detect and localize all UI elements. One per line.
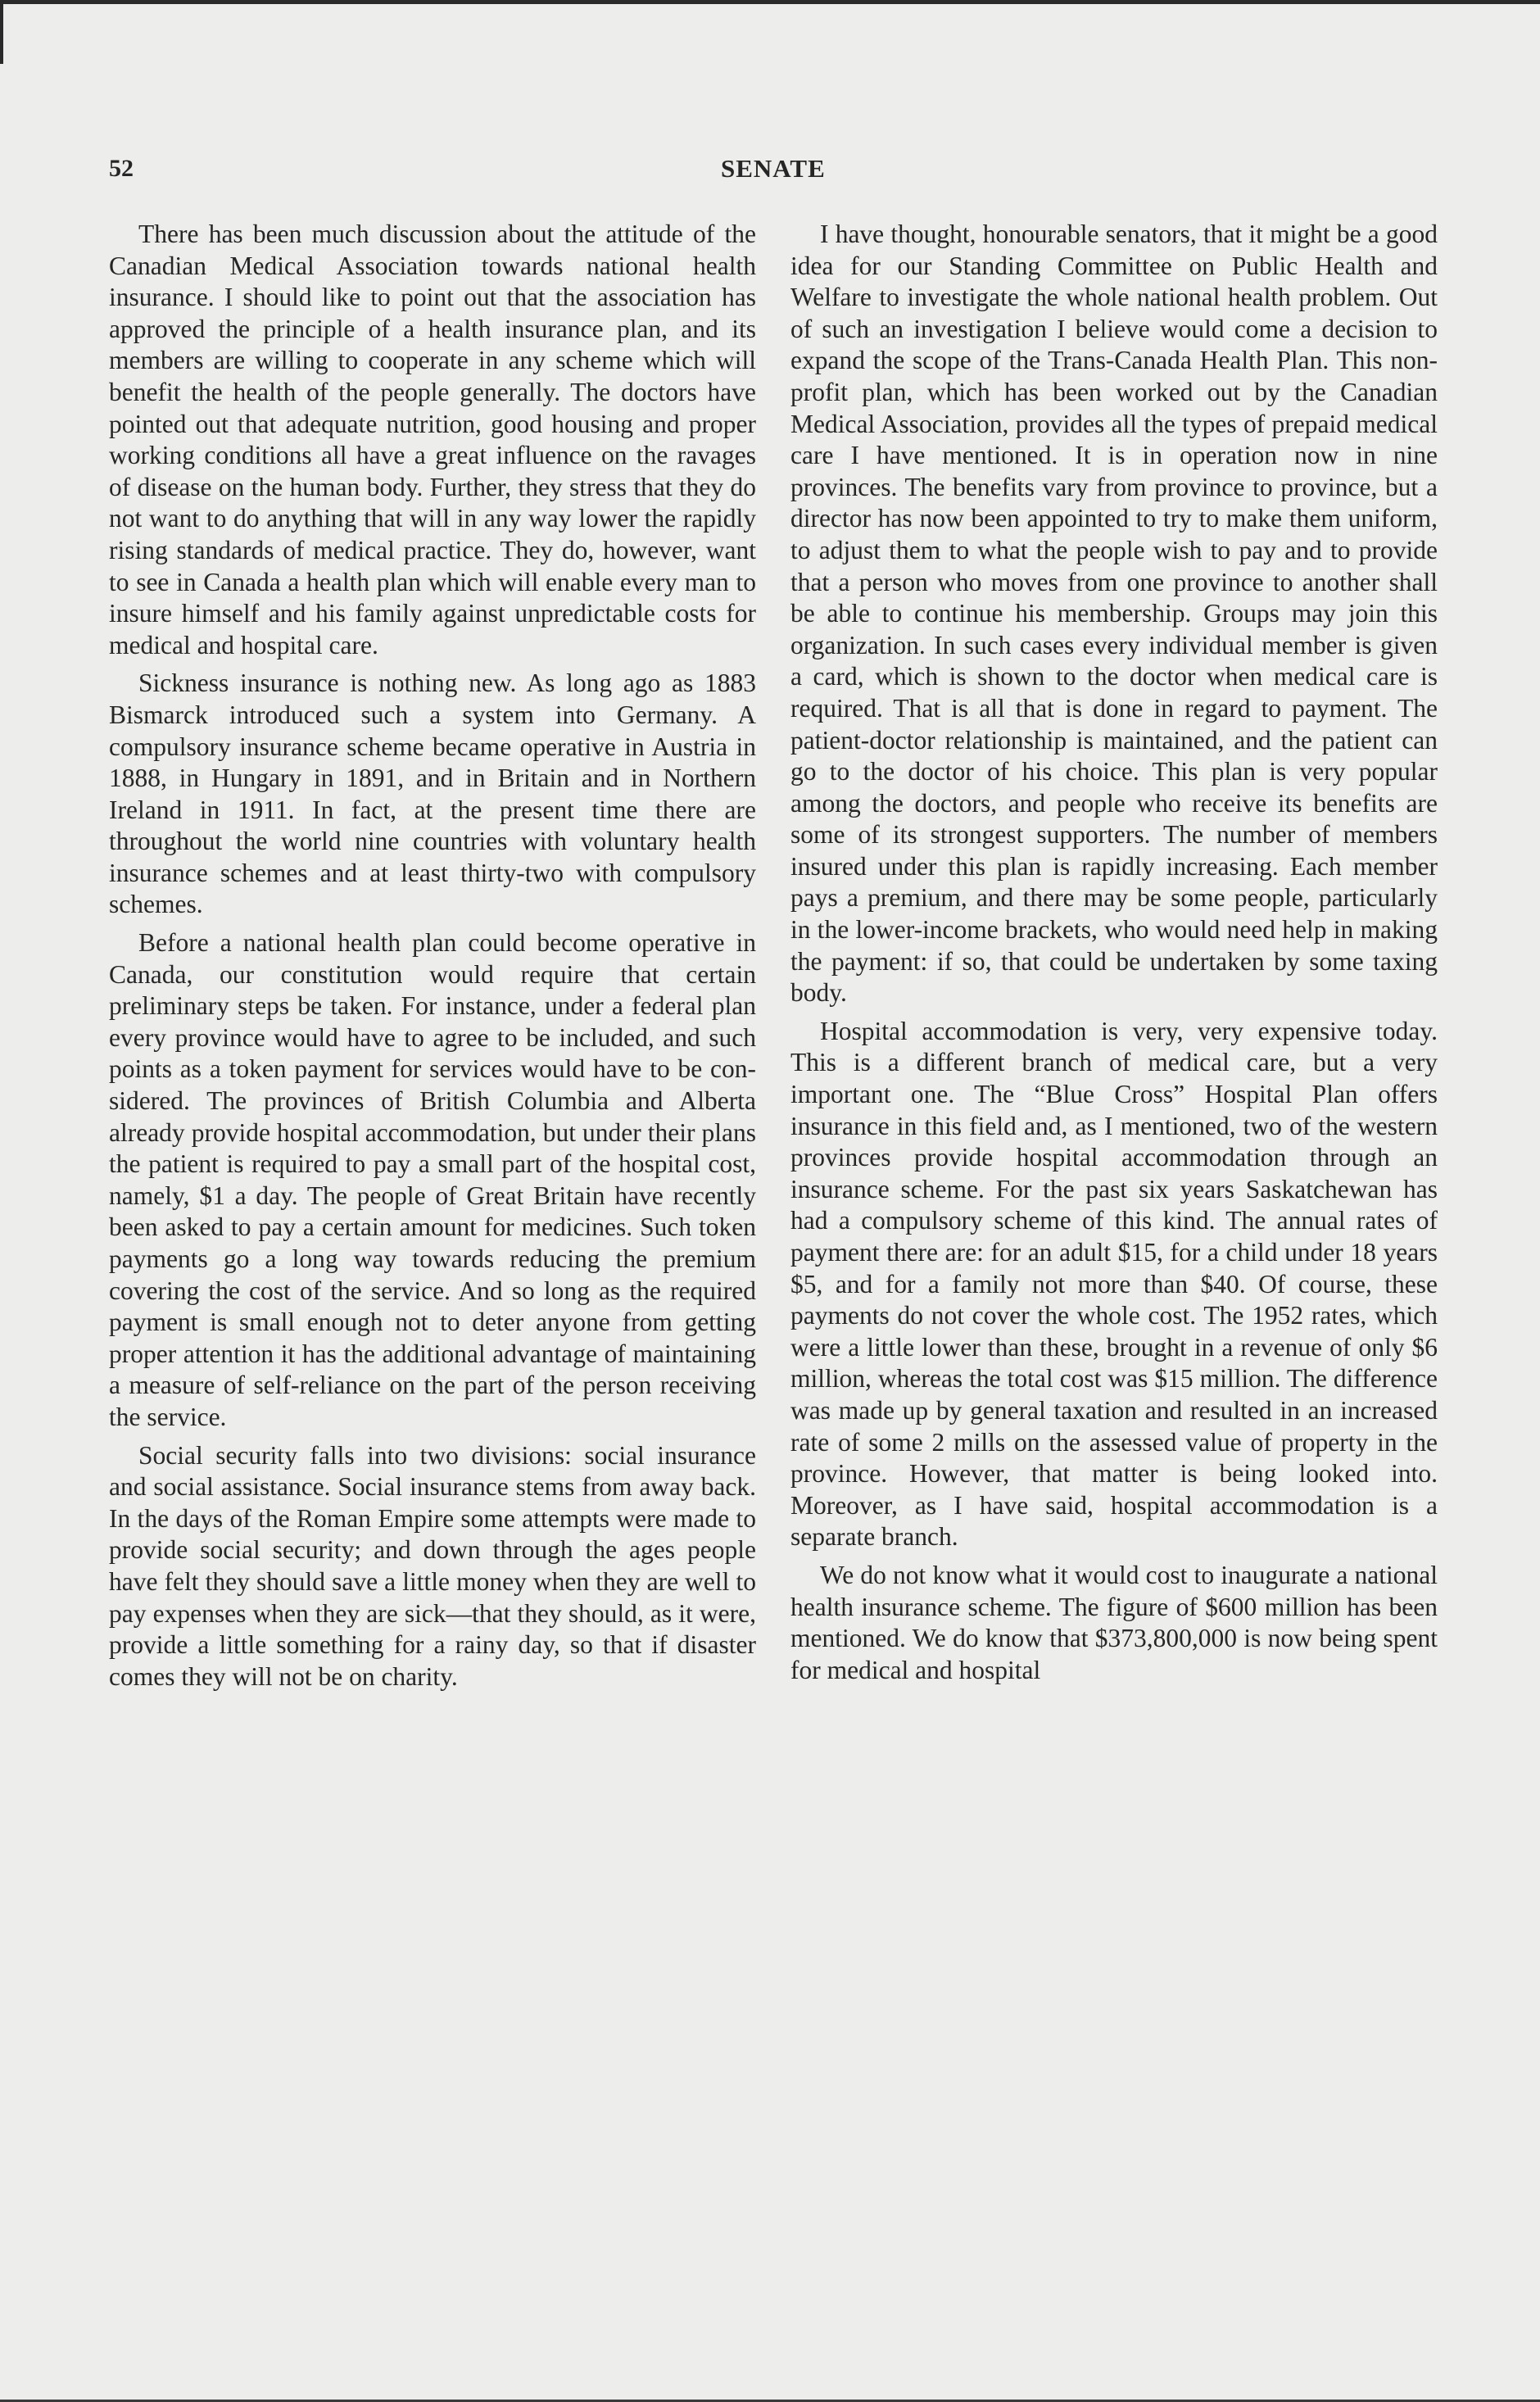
paragraph: Before a national health plan could become operative in Canada, our constitution would require that certain preliminary steps be taken. For instance, under a federal plan every province would have to agree to be included, and such points as a token payment for services would have to be considered. The provinces of British Columbia and Alberta already provide hospital accommodation, but under their plans the patient is required to pay a small part of the hospital cost, namely, $1 a day. The people of Great Britain have recently been asked to pay a certain amount for medicines. Such token payments go a long way towards reducing the premium covering the cost of the service. And so long as the required payment is small enough not to deter anyone from getting proper attention it has the additional advantage of maintaining a measure of self-reliance on the part of the person receiving the service. [109, 928, 756, 1431]
paragraph: Hospital accommodation is very, very expensive today. This is a different branch of medical care, but a very important one. The “Blue Cross” Hospital Plan offers insurance in this field and, as I mentioned, two of the western provinces provide hospital accommodation through an insurance scheme. For the past six years Saskatchewan has had a compulsory scheme of this kind. The annual rates of payment there are: for an adult $15, for a child under 18 years $5, and for a family not more than $40. Of course, these payments do not cover the whole cost. The 1952 rates, which were a little lower than these, brought in a revenue of only $6 million, whereas the total cost was $15 million. The difference was made up by general taxation and resulted in an increased rate of some 2 mills on the assessed value of property in the province. However, that matter is being looked into. Moreover, as I have said, hospital accommodation is a separate branch. [790, 1016, 1438, 1552]
running-head: SENATE [721, 154, 826, 183]
left-column [109, 219, 756, 1699]
paragraph: There has been much discussion about the attitude of the Canadian Medical Association towards national health insurance. I should like to point out that the association has approved the principle of a health insurance plan, and its members are willing to cooperate in any scheme which will benefit the health of the people generally. The doctors have pointed out that adequate nutrition, good housing and proper working conditions all have a great influence on the ravages of disease on the human body. Further, they stress that they do not want to do anything that will in any way lower the rapidly rising standards of medical practice. They do, however, want to see in Canada a health plan which will enable every man to insure himself and his family against unpredictable costs for medical and hospital care. [109, 220, 756, 659]
paragraph: I have thought, honourable senators, that it might be a good idea for our Standing Committee on Public Health and Welfare to investigate the whole national health problem. Out of such an investigation I believe would come a decision to expand the scope of the Trans-Canada Health Plan. This non-profit plan, which has been worked out by the Canadian Medical Association, provides all the types of prepaid medical care I have mentioned. It is in operation now in nine provinces. The benefits vary from province to province, but a director has now been appointed to try to make them uniform, to adjust them to what the people wish to pay and to provide that a person who moves from one province to another shall be able to continue his membership. Groups may join this organization. In such cases every individual member is given a card, which is shown to the doctor when medical care is required. That is all that is done in regard to payment. The patient-doctor relationship is maintained, and the patient can go to the doctor of his choice. This plan is very popular among the doctors, and people who receive its benefits are some of its strongest supporters. The number of members insured under this plan is rapidly increasing. Each member pays a premium, and there may be some people, particularly in the lower-income brackets, who would need help in making the payment: if so, that could be undertaken by some taxing body. [790, 220, 1438, 1008]
paragraph: We do not know what it would cost to inaugurate a national health insurance scheme. The figure of $600 million has been mentioned. We do know that $373,800,000 is now being spent for medical and hospital [790, 1560, 1438, 1684]
scan-edge-top [0, 0, 1540, 4]
paragraph: Sickness insurance is nothing new. As long ago as 1883 Bismarck introduced such a system into Germany. A compulsory insurance scheme became operative in Austria in 1888, in Hungary in 1891, and in Britain and in Northern Ireland in 1911. In fact, at the present time there are throughout the world nine countries with voluntary health insurance schemes and at least thirty-two with compulsory schemes. [109, 668, 756, 919]
paragraph: Social security falls into two divisions: social insurance and social assistance. Social insurance stems from away back. In the days of the Roman Empire some attempts were made to provide social security; and down through the ages people have felt they should save a little money when they are well to pay expenses when they are sick—that they should, as it were, provide a little something for a rainy day, so that if disaster comes they will not be on charity. [109, 1440, 756, 1691]
page-number: 52 [109, 155, 134, 182]
scan-edge-left [0, 0, 3, 64]
right-column [790, 219, 1438, 1693]
